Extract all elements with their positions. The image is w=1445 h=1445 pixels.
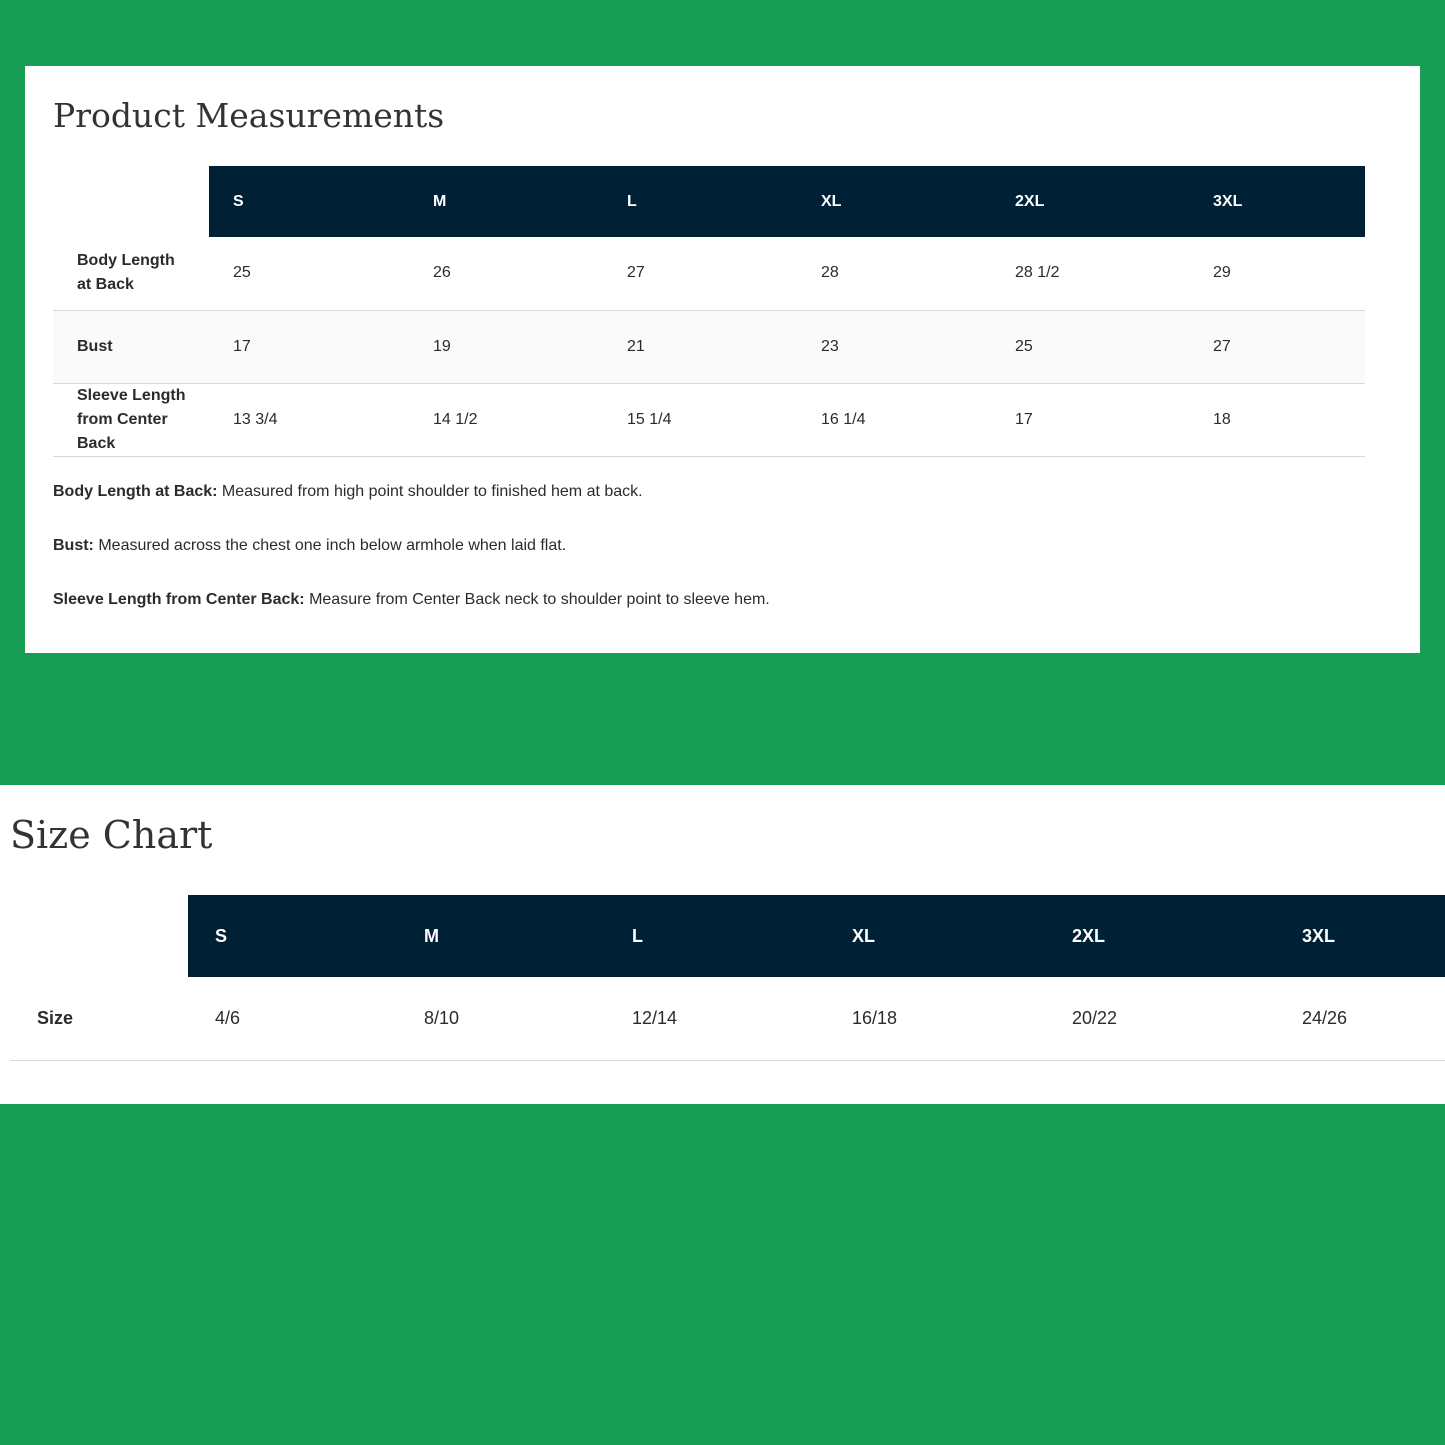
table-cell: 26 — [409, 237, 603, 310]
table-cell: 18 — [1189, 383, 1365, 456]
row-label-size: Size — [10, 977, 188, 1060]
table-cell: 28 — [797, 237, 991, 310]
product-measurements-card — [25, 66, 1420, 653]
header-size-2xl: 2XL — [991, 166, 1189, 237]
header-size-m: M — [409, 166, 603, 237]
table-cell: 25 — [991, 310, 1189, 383]
note-text: Measured across the chest one inch below armhole when laid flat. — [93, 537, 567, 554]
measurements-header-row — [53, 166, 1365, 237]
note-text: Measured from high point shoulder to finished hem at back. — [217, 483, 643, 500]
table-cell: 16/18 — [825, 977, 1045, 1060]
header-size-s: S — [188, 895, 397, 977]
table-cell: 8/10 — [397, 977, 605, 1060]
table-cell: 17 — [991, 383, 1189, 456]
table-cell: 29 — [1189, 237, 1365, 310]
table-cell: 12/14 — [605, 977, 825, 1060]
note-body-length — [53, 483, 643, 501]
header-size-xl: XL — [797, 166, 991, 237]
table-row — [53, 383, 1365, 456]
table-cell: 24/26 — [1275, 977, 1445, 1060]
table-cell: 23 — [797, 310, 991, 383]
header-size-l: L — [603, 166, 797, 237]
table-cell: 15 1/4 — [603, 383, 797, 456]
table-row — [53, 310, 1365, 383]
header-size-s: S — [209, 166, 409, 237]
table-cell: 20/22 — [1045, 977, 1275, 1060]
row-label-sleeve-length: Sleeve Length from Center Back — [53, 383, 209, 456]
table-cell: 4/6 — [188, 977, 397, 1060]
table-cell: 27 — [603, 237, 797, 310]
note-bust — [53, 537, 566, 555]
table-cell: 21 — [603, 310, 797, 383]
table-cell: 17 — [209, 310, 409, 383]
table-row — [10, 977, 1445, 1060]
header-size-2xl: 2XL — [1045, 895, 1275, 977]
row-label-body-length: Body Length at Back — [53, 237, 209, 310]
table-cell: 27 — [1189, 310, 1365, 383]
size-chart-table — [10, 895, 1445, 1061]
note-term: Bust: — [53, 537, 94, 554]
measurements-table — [53, 166, 1365, 457]
note-text: Measure from Center Back neck to shoulder point to sleeve hem. — [304, 591, 770, 608]
header-blank-cell — [53, 166, 209, 237]
header-size-3xl: 3XL — [1189, 166, 1365, 237]
header-size-m: M — [397, 895, 605, 977]
note-term: Body Length at Back: — [53, 483, 218, 500]
size-chart-card — [0, 785, 1445, 1104]
table-cell: 16 1/4 — [797, 383, 991, 456]
table-cell: 13 3/4 — [209, 383, 409, 456]
table-cell: 28 1/2 — [991, 237, 1189, 310]
table-row — [53, 237, 1365, 310]
header-size-l: L — [605, 895, 825, 977]
note-term: Sleeve Length from Center Back: — [53, 591, 305, 608]
table-cell: 25 — [209, 237, 409, 310]
size-chart-title: Size Chart — [10, 813, 213, 857]
header-blank-cell — [10, 895, 188, 977]
size-chart-header-row — [10, 895, 1445, 977]
header-size-xl: XL — [825, 895, 1045, 977]
row-label-bust: Bust — [53, 310, 209, 383]
table-cell: 19 — [409, 310, 603, 383]
header-size-3xl: 3XL — [1275, 895, 1445, 977]
product-measurements-title: Product Measurements — [53, 96, 445, 135]
table-cell: 14 1/2 — [409, 383, 603, 456]
note-sleeve-length — [53, 591, 770, 609]
